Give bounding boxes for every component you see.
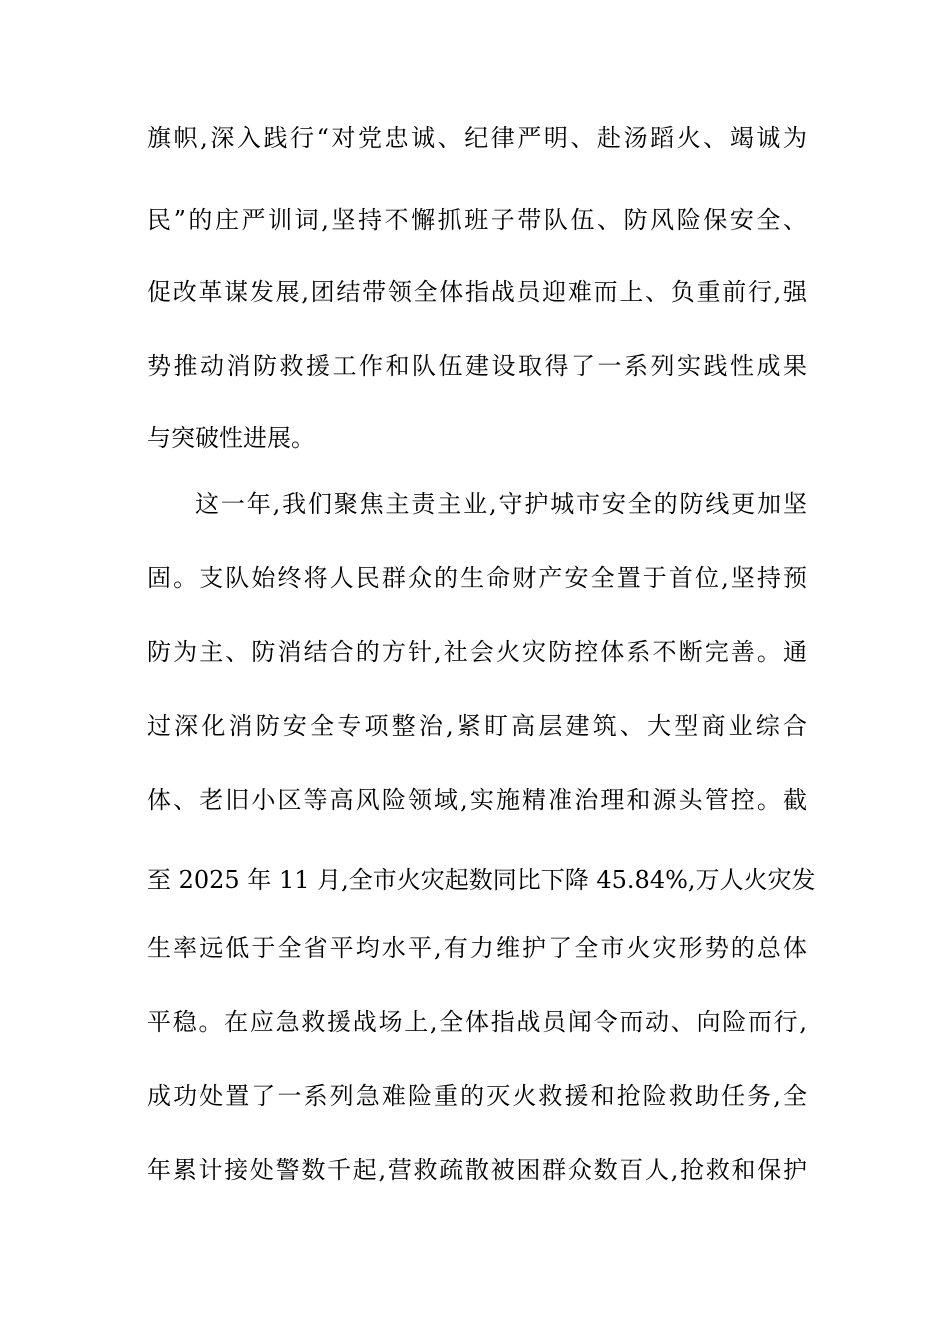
text-line-15: 年累计接处警数千起,营救疏散被困群众数百人,抢救和保护	[147, 1156, 807, 1184]
text-line-12: 生率远低于全省平均水平,有力维护了全市火灾形势的总体	[147, 934, 807, 962]
text-line-3: 促改革谋发展,团结带领全体指战员迎难而上、负重前行,强	[147, 278, 807, 306]
text-line-8: 防为主、防消结合的方针,社会火灾防控体系不断完善。通	[147, 638, 807, 666]
text-line-10: 体、老旧小区等高风险领域,实施精准治理和源头管控。截	[147, 786, 807, 814]
text-line-1: 旗帜,深入践行“对党忠诚、纪律严明、赴汤蹈火、竭诚为	[147, 124, 807, 152]
text-line-2: 民”的庄严训词,坚持不懈抓班子带队伍、防风险保安全、	[147, 206, 807, 234]
text-line-14: 成功处置了一系列急难险重的灭火救援和抢险救助任务,全	[147, 1082, 807, 1110]
text-line-5: 与突破性进展。	[147, 424, 315, 452]
text-line-7: 固。支队始终将人民群众的生命财产安全置于首位,坚持预	[147, 564, 807, 592]
text-line-11: 至 2025 年 11 月,全市火灾起数同比下降 45.84%,万人火灾发	[147, 866, 816, 894]
text-line-13: 平稳。在应急救援战场上,全体指战员闻令而动、向险而行,	[147, 1008, 807, 1036]
text-line-6: 这一年,我们聚焦主责主业,守护城市安全的防线更加坚	[195, 490, 807, 518]
text-line-9: 过深化消防安全专项整治,紧盯高层建筑、大型商业综合	[147, 712, 807, 740]
text-line-4: 势推动消防救援工作和队伍建设取得了一系列实践性成果	[147, 352, 807, 380]
